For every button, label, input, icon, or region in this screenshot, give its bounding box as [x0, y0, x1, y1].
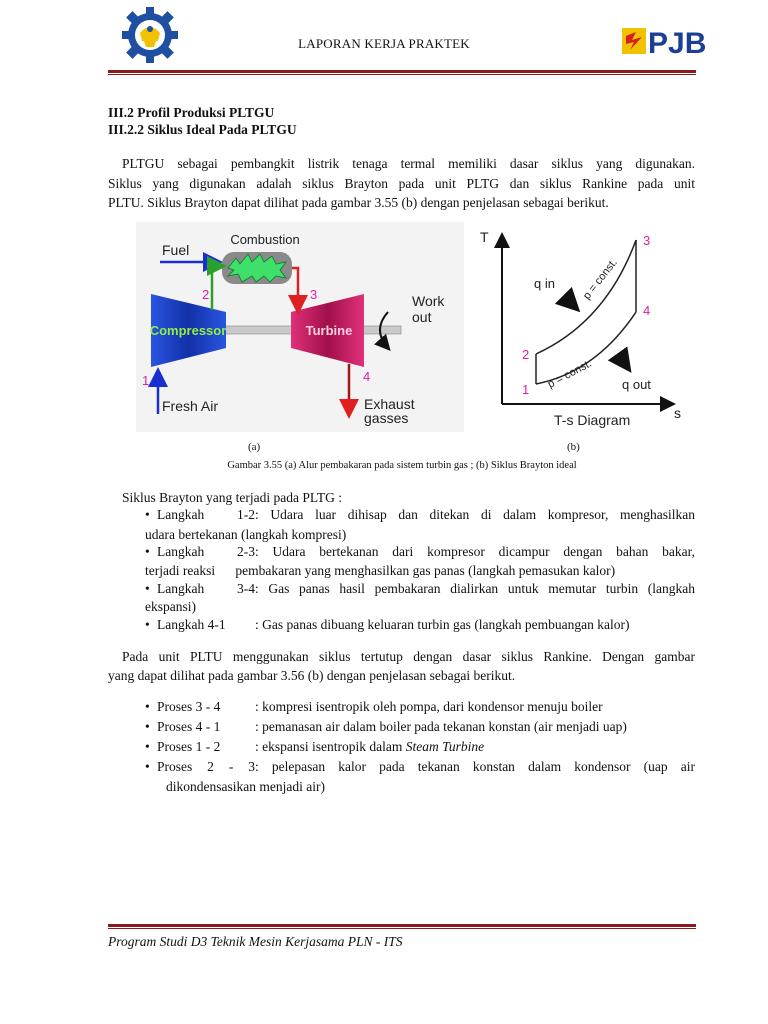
pconst-upper: p = const. — [580, 256, 620, 302]
figure-caption: Gambar 3.55 (a) Alur pembakaran pada sistem turbin gas ; (b) Siklus Brayton ideal — [227, 460, 577, 471]
point-1: 1 — [142, 373, 150, 388]
intro-line-2: Siklus yang digunakan adalah siklus Brayton pada unit PLTG dan siklus Rankine pada unit — [108, 176, 695, 191]
point-4: 4 — [363, 369, 371, 384]
figure-label-a: (a) — [248, 441, 261, 453]
footer-text: Program Studi D3 Teknik Mesin Kerjasama PLN - ITS — [108, 934, 403, 949]
subsection-heading: III.2.2 Siklus Ideal Pada PLTGU — [108, 122, 297, 137]
brayton-step-4: • Langkah 4-1 : Gas panas dibuang keluaran turbin gas (langkah pembuangan kalor) — [145, 617, 630, 632]
pjb-logo — [622, 24, 718, 58]
rankine-process-2: • Proses 4 - 1 : pemanasan air dalam boiler pada tekanan konstan (air menjadi uap) — [145, 719, 627, 734]
header-rule — [108, 70, 696, 73]
fresh-air-label: Fresh Air — [162, 398, 219, 414]
brayton-step-1-cont: udara bertekanan (langkah kompresi) — [145, 527, 347, 542]
brayton-figure — [136, 222, 684, 432]
pjb-logo-text: PJB — [648, 27, 707, 58]
t-axis-label: T — [480, 229, 489, 245]
rankine-process-4-cont: dikondensasikan menjadi air) — [166, 779, 325, 794]
figure-label-b: (b) — [567, 441, 580, 453]
ts-point-4: 4 — [643, 303, 651, 318]
qout-label: q out — [622, 377, 651, 392]
brayton-step-1: • Langkah 1-2: Udara luar dihisap dan ditekan di dalam kompresor, menghasilkan — [145, 507, 695, 522]
ts-point-3: 3 — [643, 233, 651, 248]
brayton-step-2: • Langkah 2-3: Udara bertekanan dari kompresor dicampur dengan bahan bakar, — [145, 544, 695, 559]
rankine-process-3: • Proses 1 - 2 : ekspansi isentropik dalam Steam Turbine — [145, 739, 485, 754]
ts-point-2: 2 — [522, 347, 530, 362]
combustion-label: Combustion — [230, 232, 300, 247]
intro-line-1: PLTGU sebagai pembangkit listrik tenaga termal memiliki dasar siklus yang digunakan. — [122, 156, 695, 171]
point-3: 3 — [310, 287, 318, 302]
gasses-label: gasses — [364, 410, 409, 426]
rankine-process-1: • Proses 3 - 4 : kompresi isentropik oleh pompa, dari kondensor menuju boiler — [145, 699, 603, 714]
brayton-figure-svg — [136, 222, 684, 432]
brayton-step-2-cont: terjadi reaksi pembakaran yang menghasilkan gas panas (langkah pemasukan kalor) — [145, 563, 616, 578]
ts-diagram-label: T-s Diagram — [554, 412, 631, 428]
steam-turbine-term: Steam Turbine — [405, 739, 485, 754]
fuel-label: Fuel — [162, 242, 190, 258]
rankine-line-1: Pada unit PLTU menggunakan siklus tertutup dengan dasar siklus Rankine. Dengan gambar — [122, 649, 695, 664]
turbine-label: Turbine — [305, 323, 353, 338]
exhaust-label: Exhaust — [364, 396, 415, 412]
qin-label: q in — [534, 276, 555, 291]
its-logo — [122, 7, 178, 63]
out-label: out — [412, 309, 432, 325]
compressor-label: Compressor — [149, 323, 227, 338]
brayton-intro: Siklus Brayton yang terjadi pada PLTG : — [122, 490, 342, 505]
intro-line-3: PLTU. Siklus Brayton dapat dilihat pada gambar 3.55 (b) dengan penjelasan sebagai berikut. — [108, 195, 609, 210]
rankine-process-4: • Proses 2 - 3: pelepasan kalor pada tekanan konstan dalam kondensor (uap air — [145, 759, 695, 774]
point-2: 2 — [202, 287, 210, 302]
footer-rule-thin — [108, 928, 696, 929]
s-axis-label: s — [674, 405, 681, 421]
rankine-line-2: yang dapat dilihat pada gambar 3.56 (b) dengan penjelasan sebagai berikut. — [108, 668, 516, 683]
header-title: LAPORAN KERJA PRAKTEK — [298, 36, 470, 51]
brayton-step-3: • Langkah 3-4: Gas panas hasil pembakaran dialirkan untuk memutar turbin (langkah — [145, 581, 695, 596]
header-rule-thin — [108, 74, 696, 75]
brayton-step-3-cont: ekspansi) — [145, 599, 196, 614]
ts-point-1: 1 — [522, 382, 530, 397]
footer-rule — [108, 924, 696, 927]
work-label: Work — [412, 293, 445, 309]
section-heading: III.2 Profil Produksi PLTGU — [108, 105, 275, 120]
pconst-lower: p = const. — [545, 357, 594, 391]
